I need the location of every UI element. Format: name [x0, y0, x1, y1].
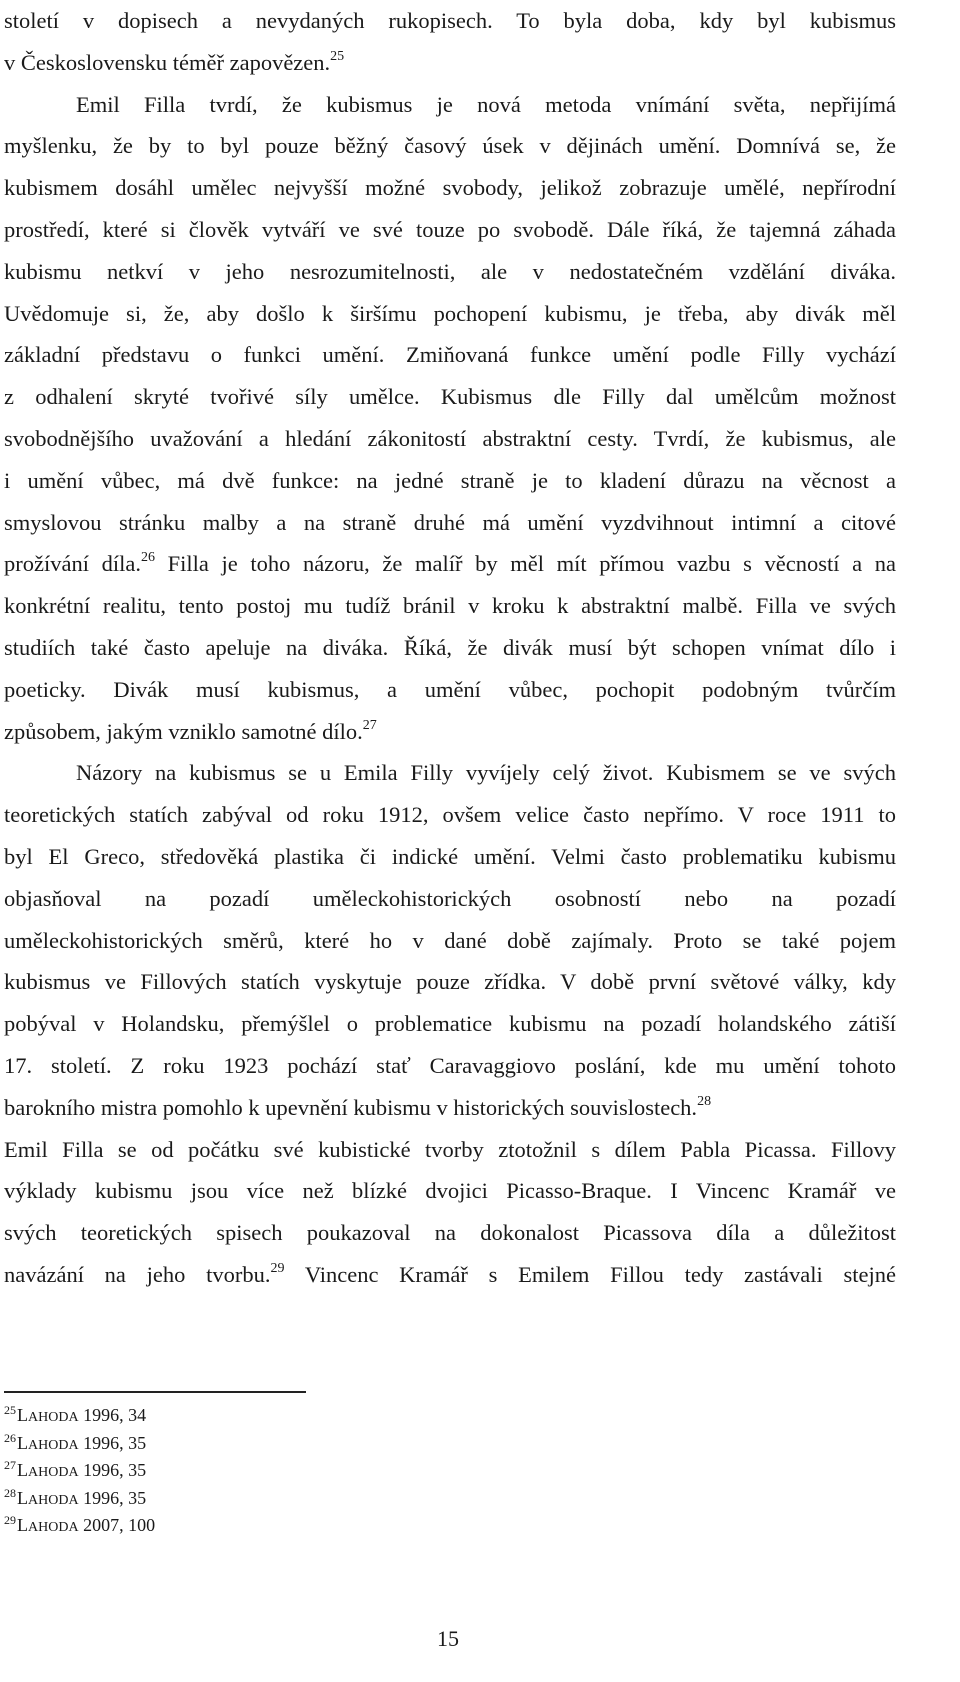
paragraph-2-line-10: i umění vůbec, má dvě funkce: na jedné straně je to kladení důrazu na věcnost a [4, 467, 896, 493]
footnote-author: LAHODA [17, 1460, 79, 1480]
footnote-26: $^{26}$LAHODA 1996, 35 [4, 1430, 147, 1453]
paragraph-2-line-2: myšlenku, že by to byl pouze běžný časový úsek v dějinách umění. Domnívá se, že [4, 133, 896, 159]
paragraph-1-line-2: v Československu téměř zapovězen.$^{25}$ [4, 48, 345, 75]
paragraph-2-line-5: kubismu netkví v jeho nesrozumitelnosti, ale v nedostatečném vzdělání diváka. [4, 258, 896, 284]
paragraph-3-line-3: byl El Greco, středověká plastika či indické umění. Velmi často problematiku kubismu [4, 843, 896, 869]
paragraph-2-line-12: prožívání díla.$^{26}$ Filla je toho názoru, že malíř by měl mít přímou vazbu s věcností a na [4, 550, 896, 577]
paragraph-4-line-3: svých teoretických spisech poukazoval na dokonalost Picassova díla a důležitost [4, 1220, 896, 1246]
paragraph-2-line-16: způsobem, jakým vzniklo samotné dílo.$^{27}$ [4, 717, 377, 744]
footnote-ref-27: 27 [362, 717, 377, 733]
paragraph-2-line-1: Emil Filla tvrdí, že kubismus je nová metoda vnímání světa, nepřijímá [76, 91, 896, 117]
footnote-29: $^{29}$LAHODA 2007, 100 [4, 1513, 156, 1535]
paragraph-2-line-15: poeticky. Divák musí kubismus, a umění vůbec, pochopit podobným tvůrčím [4, 676, 896, 702]
paragraph-2-line-14: studiích také často apeluje na diváka. Říká, že divák musí být schopen vnímat dílo i [4, 634, 896, 660]
paragraph-3-line-1: Názory na kubismus se u Emila Filly vyvíjely celý život. Kubismem se ve svých [76, 760, 896, 786]
page-number: 15 [437, 1626, 459, 1651]
paragraph-1-line-1: století v dopisech a nevydaných rukopisech. To byla doba, kdy byl kubismus [4, 8, 896, 33]
body-text [4, 0, 896, 1296]
paragraph-2-line-8: z odhalení skryté tvořivé síly umělce. Kubismus dle Filly dal umělcům možnost [4, 384, 896, 410]
paragraph-2-line-7: základní představu o funkci umění. Zmiňovaná funkce umění podle Filly vychází [4, 342, 896, 368]
footnote-28: $^{28}$LAHODA 1996, 35 [4, 1485, 147, 1508]
paragraph-3-line-5: uměleckohistorických směrů, které ho v dané době zajímaly. Proto se také pojem [4, 927, 896, 953]
footnote-author: LAHODA [17, 1487, 79, 1508]
paragraph-2-line-11: smyslovou stránku malby a na straně druhé má umění vyzdvihnout intimní a citové [4, 509, 896, 535]
footnote-27: $^{27}$LAHODA 1996, 35 [4, 1458, 147, 1480]
footnote-ref-26: 26 [140, 550, 155, 566]
footnote-separator [4, 1391, 306, 1393]
footnote-ref-29: 29 [270, 1260, 285, 1276]
paragraph-2-line-13: konkrétní realitu, tento postoj mu tudíž bránil v kroku k abstraktní malbě. Filla ve svých [4, 593, 896, 619]
paragraph-4-line-1: Emil Filla se od počátku své kubistické tvorby ztotožnil s dílem Pabla Picassa. Fillovy [4, 1136, 896, 1162]
footnote-author: LAHODA [17, 1515, 79, 1535]
paragraph-3-line-8: 17. století. Z roku 1923 pochází stať Caravaggiovo poslání, kde mu umění tohoto [4, 1052, 896, 1078]
footnotes [4, 1403, 604, 1541]
footnote-author: LAHODA [17, 1405, 79, 1425]
footnote-ref-25: 25 [330, 48, 345, 64]
paragraph-2-line-6: Uvědomuje si, že, aby došlo k širšímu pochopení kubismu, je třeba, aby divák měl [4, 300, 896, 326]
paragraph-3-line-2: teoretických statích zabýval od roku 1912, ovšem velice často nepřímo. V roce 1911 to [4, 802, 896, 828]
paragraph-2-line-4: prostředí, které si člověk vytváří ve své touze po svobodě. Dále říká, že tajemná záhada [4, 216, 896, 242]
paragraph-3-line-6: kubismus ve Fillových statích vyskytuje pouze zřídka. V době první světové války, kdy [4, 969, 896, 995]
paragraph-3-line-4: objasňoval na pozadí uměleckohistorických osobností nebo na pozadí [4, 885, 896, 911]
paragraph-2-line-3: kubismem dosáhl umělec nejvyšší možné svobody, jelikož zobrazuje umělé, nepřírodní [4, 175, 896, 201]
paragraph-4-line-4: navázání na jeho tvorbu.$^{29}$ Vincenc Kramář s Emilem Fillou tedy zastávali stejné [4, 1260, 896, 1287]
footnote-author: LAHODA [17, 1432, 79, 1453]
paragraph-3-line-7: pobýval v Holandsku, přemýšlel o problematice kubismu na pozadí holandského zátiší [4, 1011, 896, 1037]
paragraph-2-line-9: svobodnějšího uvažování a hledání zákonitostí abstraktní cesty. Tvrdí, že kubismus, ale [4, 425, 896, 451]
paragraph-4-line-2: výklady kubismu jsou více než blízké dvojici Picasso-Braque. I Vincenc Kramář ve [4, 1178, 896, 1204]
footnote-ref-28: 28 [697, 1093, 712, 1109]
footnote-25: $^{25}$LAHODA 1996, 34 [4, 1403, 147, 1425]
paragraph-3-line-9: barokního mistra pomohlo k upevnění kubismu v historických souvislostech.$^{28}$ [4, 1093, 712, 1120]
